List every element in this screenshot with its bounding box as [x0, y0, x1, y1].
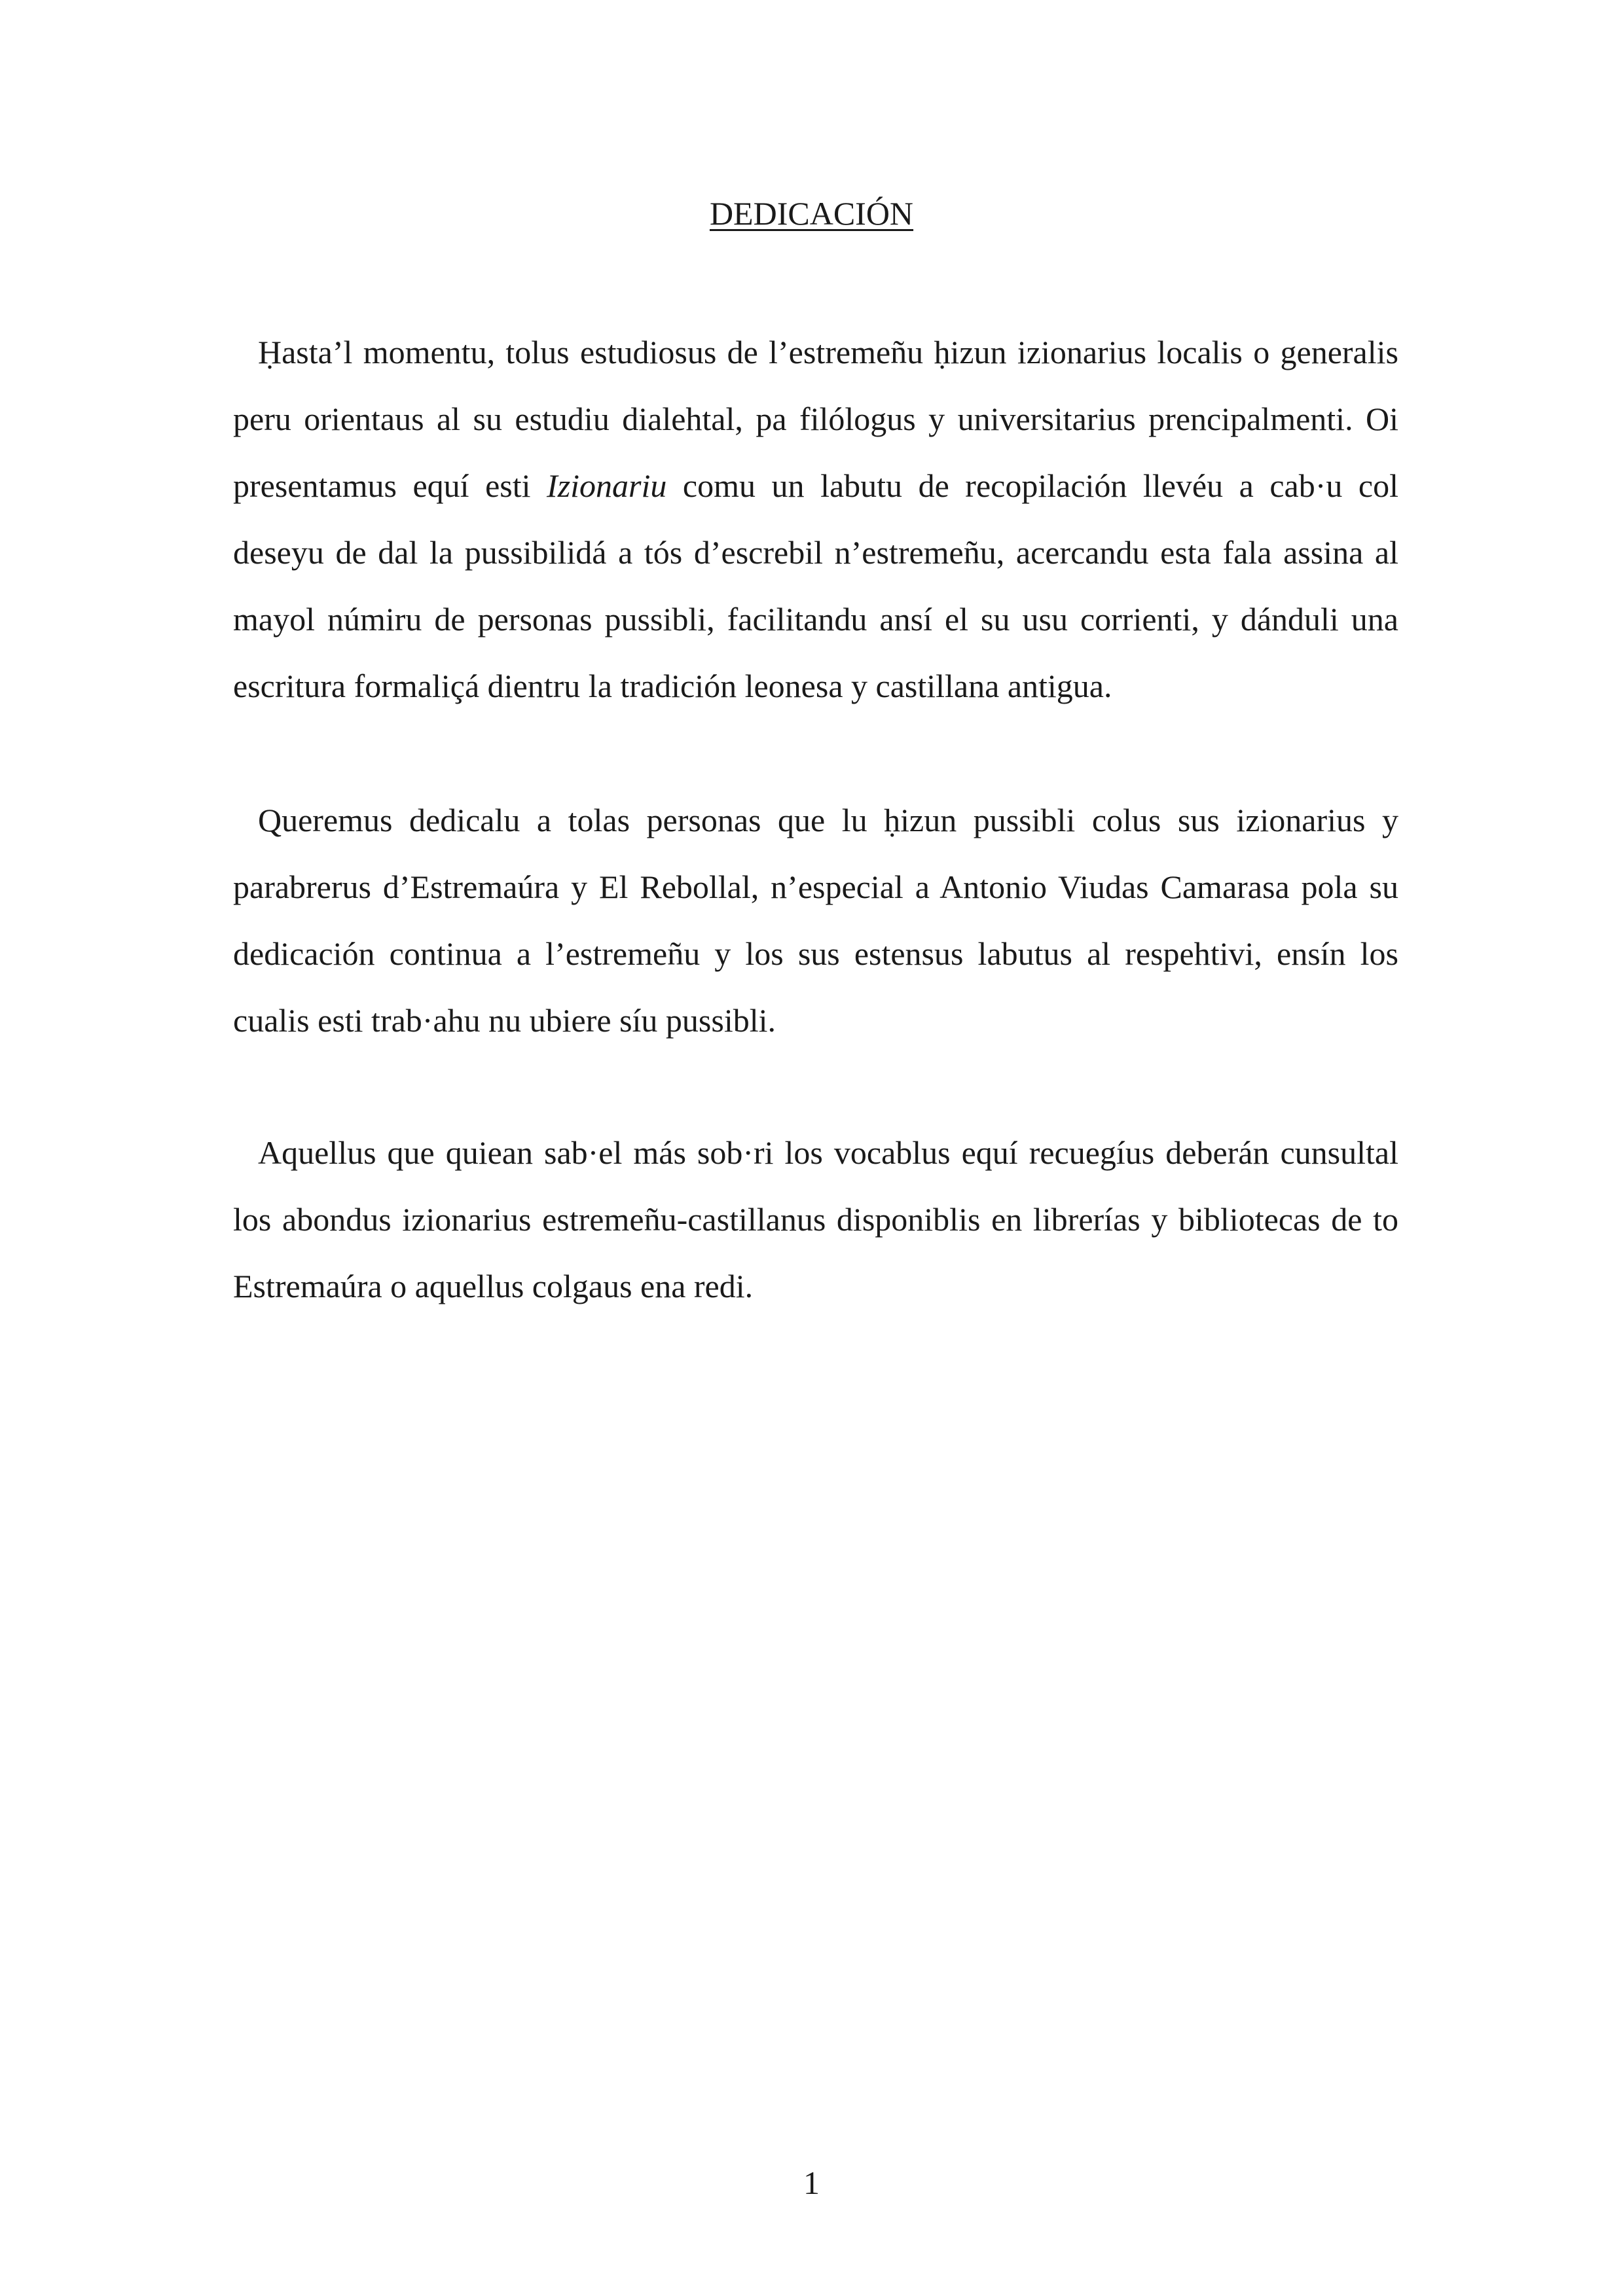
paragraph-intro-text-start: Ḥasta’l momentu, tolus estudiosus de l’estremeñu ḥizun izionarius localis o generalis peru orientaus al su estudiu dialehtal, pa filólogus y universitarius prencipalmenti. Oi presentamus equí esti — [233, 334, 1398, 504]
book-title-italic: Izionariu — [547, 467, 667, 504]
paragraph-intro — [233, 319, 1398, 719]
page-number: 1 — [803, 2164, 820, 2201]
page-title: DEDICACIÓN — [709, 195, 914, 232]
paragraph-references: Aquellus que quiean sab·el más sob·ri los vocablus equí recuegíus deberán cunsultal los abondus izionarius estremeñu-castillanus disponiblis en librerías y bibliotecas de to Estremaúra o aquellus colgaus ena redi. — [233, 1134, 1398, 1304]
paragraph-intro-text-end: comu un labutu de recopilación llevéu a cab·u col deseyu de dal la pussibilidá a tós d’escrebil n’estremeñu, acercandu esta fala assina al mayol númiru de personas pussibli, facilitandu ansí el su usu corrienti, y dánduli una escritura formaliçá dientru la tradición leonesa y castillana antigua. — [233, 467, 1399, 704]
paragraph-dedication: Queremus dedicalu a tolas personas que lu ḥizun pussibli colus sus izionarius y parabrerus d’Estremaúra y El Rebollal, n’especial a Antonio Viudas Camarasa pola su dedicación continua a l’estremeñu y los sus estensus labutus al respehtivi, ensín los cualis esti trab·ahu nu ubiere síu pussibli. — [233, 802, 1398, 1039]
